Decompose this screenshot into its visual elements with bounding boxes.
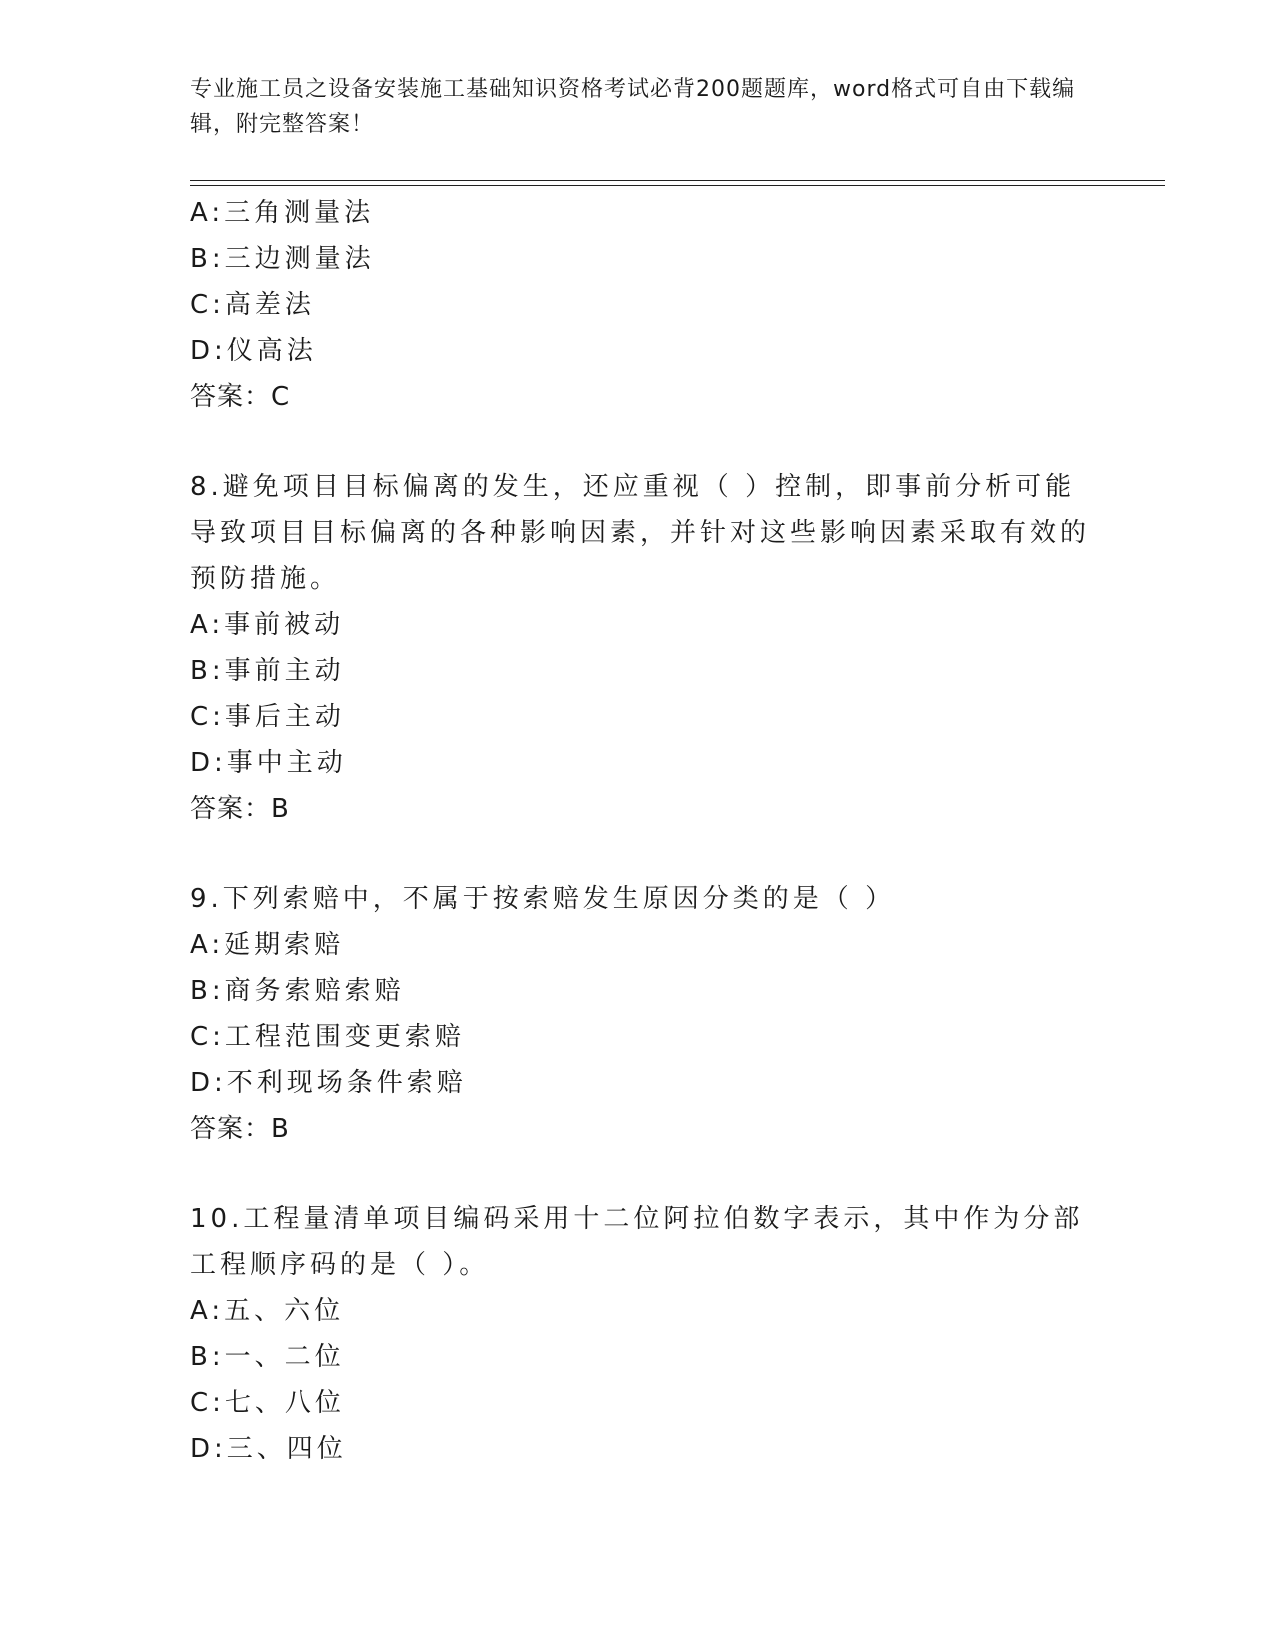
option-a: A:延期索赔 (190, 930, 345, 960)
question-text: 8.避免项目目标偏离的发生，还应重视（ ）控制，即事前分析可能导致项目目标偏离的各种影响因素，并针对这些影响因素采取有效的预防措施。 (190, 472, 1091, 594)
answer: 答案：B (190, 1114, 290, 1144)
question-spacer (190, 1152, 1090, 1196)
option-d: D:事中主动 (190, 748, 347, 778)
option-d: D:仪高法 (190, 336, 317, 366)
question-spacer (190, 832, 1090, 876)
question-7 (190, 190, 1090, 420)
option-c: C:工程范围变更索赔 (190, 1022, 465, 1052)
option-c: C:高差法 (190, 290, 315, 320)
answer: 答案：C (190, 382, 291, 412)
option-d: D:不利现场条件索赔 (190, 1068, 467, 1098)
option-a: A:三角测量法 (190, 198, 375, 228)
question-spacer (190, 420, 1090, 464)
header-double-rule (190, 180, 1165, 186)
document-header (190, 72, 1090, 142)
question-10 (190, 1196, 1090, 1472)
option-a: A:五、六位 (190, 1296, 345, 1326)
option-a: A:事前被动 (190, 610, 345, 640)
option-b: B:三边测量法 (190, 244, 375, 274)
question-9 (190, 876, 1090, 1152)
question-8 (190, 464, 1090, 832)
option-b: B:事前主动 (190, 656, 345, 686)
document-body (190, 190, 1090, 1472)
option-c: C:事后主动 (190, 702, 345, 732)
question-text: 9.下列索赔中，不属于按索赔发生原因分类的是（ ） (190, 884, 896, 914)
option-d: D:三、四位 (190, 1434, 347, 1464)
header-title: 专业施工员之设备安装施工基础知识资格考试必背200题题库，word格式可自由下载编辑，附完整答案！ (190, 77, 1076, 137)
option-b: B:商务索赔索赔 (190, 976, 405, 1006)
option-c: C:七、八位 (190, 1388, 345, 1418)
question-text: 10.工程量清单项目编码采用十二位阿拉伯数字表示，其中作为分部工程顺序码的是（ ）。 (190, 1204, 1084, 1280)
answer: 答案：B (190, 794, 290, 824)
option-b: B:一、二位 (190, 1342, 345, 1372)
